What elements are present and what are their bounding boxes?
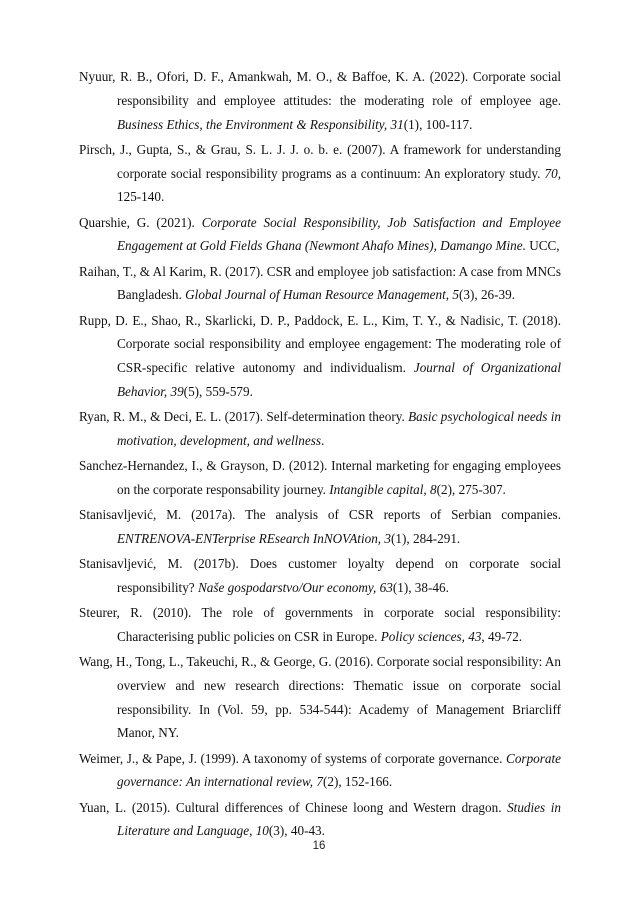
- reference-entry: Pirsch, J., Gupta, S., & Grau, S. L. J. J. o. b. e. (2007). A framework for understanding corporate social responsibility programs as a continuum: An exploratory study. 70, 125-140.: [79, 141, 561, 205]
- reference-entry: Yuan, L. (2015). Cultural differences of Chinese loong and Western dragon. Studies in Literature and Language, 10(3), 40-43.: [79, 799, 561, 839]
- reference-entry: Rupp, D. E., Shao, R., Skarlicki, D. P., Paddock, E. L., Kim, T. Y., & Nadisic, T. (2018). Corporate social responsibility and employee engagement: The moderating role of CSR-specific relative autonomy and individualism. Journal of Organizational Behavior, 39(5), 559-579.: [79, 312, 561, 399]
- reference-entry: Raihan, T., & Al Karim, R. (2017). CSR and employee job satisfaction: A case from MNCs Bangladesh. Global Journal of Human Resource Management, 5(3), 26-39.: [79, 263, 561, 303]
- reference-entry: Steurer, R. (2010). The role of governments in corporate social responsibility: Characterising public policies on CSR in Europe. Policy sciences, 43, 49-72.: [79, 605, 561, 644]
- reference-entry: Wang, H., Tong, L., Takeuchi, R., & George, G. (2016). Corporate social responsibility: An overview and new research directions: Thematic issue on corporate social responsibility. In (Vol. 59, pp. 534-544): Academy of Management Briarcliff Manor, NY.: [79, 654, 561, 741]
- reference-entry: Nyuur, R. B., Ofori, D. F., Amankwah, M. O., & Baffoe, K. A. (2022). Corporate social responsibility and employee attitudes: the moderating role of employee age. Business Ethics, the Environment & Responsibility, 31(1), 100-117.: [79, 69, 561, 132]
- reference-entry: Quarshie, G. (2021). Corporate Social Responsibility, Job Satisfaction and Employee Engagement at Gold Fields Ghana (Newmont Ahafo Mines), Damango Mine. UCC,: [79, 214, 561, 254]
- reference-entry: Stanisavljević, M. (2017a). The analysis of CSR reports of Serbian companies. ENTRENOVA-ENTerprise REsearch InNOVAtion, 3(1), 284-291.: [79, 507, 561, 546]
- reference-list: [79, 65, 561, 845]
- page-number: 16: [312, 840, 326, 852]
- reference-entry: Stanisavljević, M. (2017b). Does customer loyalty depend on corporate social responsibility? Naše gospodarstvo/Our economy, 63(1), 38-46.: [79, 556, 561, 595]
- reference-entry: Weimer, J., & Pape, J. (1999). A taxonomy of systems of corporate governance. Corporate governance: An international review, 7(2), 152-166.: [79, 750, 561, 790]
- reference-entry: Sanchez-Hernandez, I., & Grayson, D. (2012). Internal marketing for engaging employees on the corporate responsability journey. Intangible capital, 8(2), 275-307.: [79, 458, 561, 497]
- reference-entry: Ryan, R. M., & Deci, E. L. (2017). Self-determination theory. Basic psychological needs in motivation, development, and wellness.: [79, 409, 561, 448]
